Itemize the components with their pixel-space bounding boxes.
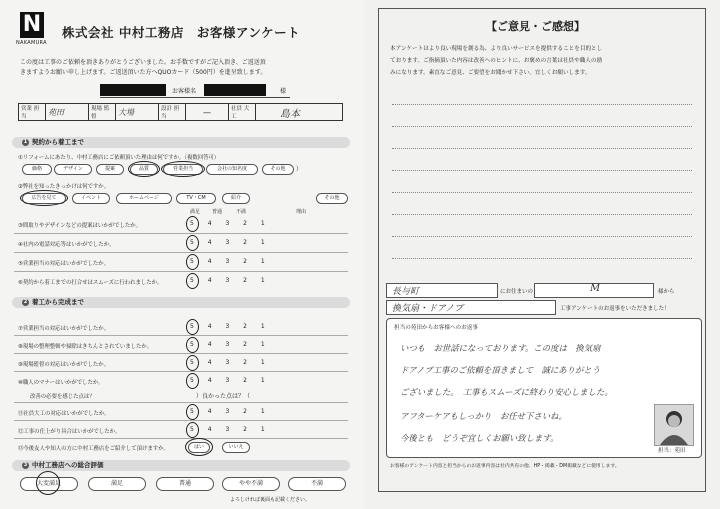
survey-title: 株式会社 中村工務店 お客様アンケート xyxy=(62,25,301,40)
reply-line: 今後とも どうぞ宜しくお願い致します。 xyxy=(400,433,559,443)
handwritten-circle xyxy=(185,438,213,456)
yes-option[interactable]: はい xyxy=(188,442,210,453)
comment-line xyxy=(392,126,692,127)
shain-label: 社員 大工 xyxy=(229,104,256,121)
trigger-option[interactable]: ホームページ xyxy=(116,193,172,204)
scale-header-satisfied: 満足 xyxy=(190,209,201,215)
survey-back-page xyxy=(364,0,720,509)
handwritten-circle xyxy=(186,373,199,389)
question-reason: ①リフォームにあたり、中村工務店にご依頼頂いた理由は何ですか。（複数回答可） xyxy=(18,155,220,161)
comments-intro-3: みになります。素直なご意見、ご要望をお聞かせ下さい。宜しくお願いします。 xyxy=(390,70,591,76)
handwritten-circle xyxy=(186,319,199,335)
question-row: ④社内の電話対応等はいかがでしたか。 xyxy=(18,242,115,248)
rating-scale[interactable]: 5 4 3 2 1 xyxy=(190,277,271,284)
handwritten-circle xyxy=(186,254,199,270)
eval-option[interactable]: 大変満足 xyxy=(20,477,78,491)
section-label: 中村工務店への総合評価 xyxy=(32,461,104,469)
row-divider xyxy=(14,438,348,439)
sekkei-label: 設計 担当 xyxy=(159,104,186,121)
intro-line-2: きますようお願い申し上げます。ご返送頂いた方へQUOカード（500円）を進呈致します。 xyxy=(20,69,267,76)
address-value: 長与町 xyxy=(392,287,420,297)
handwritten-circle xyxy=(128,161,160,177)
intro-line-1: この度は工事のご依頼を頂きありがとうございました。お手数ですがご記入頂き、ご返送頂 xyxy=(20,59,266,66)
scale-header-normal: 普通 xyxy=(212,209,223,215)
comments-intro-1: 本アンケートはより良い現場を創る為、より良いサービスを提供することを目的とし xyxy=(390,46,603,52)
improve-good-points: ）良かった点は？（ xyxy=(196,393,251,400)
section-1-header xyxy=(12,137,350,148)
rating-scale[interactable]: 5 4 3 2 1 xyxy=(190,408,271,415)
reason-option[interactable]: 会社の知名度 xyxy=(206,164,258,175)
reply-line: ドアノブ工事のご依頼を頂きまして 誠にありがとう xyxy=(400,365,601,375)
handwritten-circle xyxy=(161,161,205,177)
person-icon xyxy=(655,405,693,445)
row-divider xyxy=(14,371,348,372)
address-suffix: にお住まいの xyxy=(500,289,534,295)
staff-photo xyxy=(654,404,694,446)
row-divider xyxy=(14,353,348,354)
comment-line xyxy=(392,258,692,259)
eval-option[interactable]: やや不満 xyxy=(222,477,280,491)
scale-header-reason: 理由 xyxy=(296,209,307,215)
question-trigger: ②弊社を知ったきっかけは何ですか。 xyxy=(18,184,110,190)
trigger-option[interactable]: TV・CM xyxy=(176,193,216,204)
trigger-option[interactable]: 広告を見て xyxy=(22,193,66,204)
row-divider xyxy=(14,271,348,272)
comment-line xyxy=(392,192,692,193)
row-divider xyxy=(14,252,348,253)
question-row: ③間取りやデザインなどの提案はいかがでしたか。 xyxy=(18,223,142,229)
name-value: M xyxy=(590,283,601,294)
row-divider xyxy=(14,402,348,403)
reason-option[interactable]: その他 xyxy=(262,164,294,175)
row-divider xyxy=(14,335,348,336)
rating-scale[interactable]: 5 4 3 2 1 xyxy=(190,426,271,433)
customer-name-label: お客様名 xyxy=(172,88,197,95)
rating-scale[interactable]: 5 4 3 2 1 xyxy=(190,377,271,384)
rating-scale[interactable]: 5 4 3 2 1 xyxy=(190,239,271,246)
question-row: ⑨現場監督の対応はいかがでしたか。 xyxy=(18,362,110,368)
row-divider xyxy=(14,233,348,234)
work-value: 換気扇・ドアノブ xyxy=(392,304,464,314)
reply-line: アフターケアもしっかり お任せ下さいね。 xyxy=(400,411,567,421)
scale-header-unsatisfied: 不満 xyxy=(236,209,247,215)
staff-label: 担当：苑田 xyxy=(658,448,686,454)
customer-sama: 様 xyxy=(280,88,287,95)
rating-scale[interactable]: 5 4 3 2 1 xyxy=(190,323,271,330)
section-number: 1 xyxy=(23,138,28,145)
eigyo-value: 苑田 xyxy=(46,104,89,121)
eval-option[interactable]: 満足 xyxy=(88,477,146,491)
comment-line xyxy=(392,214,692,215)
trigger-option[interactable]: その他 xyxy=(316,193,348,204)
redaction-bar xyxy=(100,84,166,96)
question-row: ⑫工事の仕上がり具合はいかがでしたか。 xyxy=(18,429,121,435)
handwritten-circle xyxy=(186,235,199,251)
reason-option[interactable]: 営業担当 xyxy=(163,164,203,175)
question-row: ⑤営業担当の対応はいかがでしたか。 xyxy=(18,261,110,267)
section-number: 3 xyxy=(23,461,28,468)
footer-note: お客様のアンケート内容と担当からのお返事内容は社内共有の他、HP・掲載・DM掲載などに使用します。 xyxy=(390,464,620,469)
footer-note: よろしければ裏面も記載ください。 xyxy=(230,497,311,503)
rating-scale[interactable]: 5 4 3 2 1 xyxy=(190,359,271,366)
handwritten-circle xyxy=(186,404,199,420)
handwritten-circle xyxy=(20,190,68,206)
name-suffix: 様から xyxy=(658,289,675,295)
section-number: 2 xyxy=(23,298,28,305)
logo-text: NAKAMURA xyxy=(16,40,47,46)
question-row: ⑥契約から着工までの打合せはスムーズに行われましたか。 xyxy=(18,280,163,286)
row-divider xyxy=(14,420,348,421)
section-3-header xyxy=(12,460,350,471)
eval-option[interactable]: 不満 xyxy=(288,477,346,491)
genba-label: 現場 監督 xyxy=(89,104,116,121)
reason-option[interactable]: デザイン xyxy=(54,164,92,175)
question-row: ⑬今後友人や知人の方に中村工務店をご紹介して頂けますか。 xyxy=(18,446,169,452)
reply-line: いつも お世話になっております。この度は 換気扇 xyxy=(400,343,601,353)
comment-line xyxy=(392,236,692,237)
no-option[interactable]: いいえ xyxy=(222,442,250,453)
handwritten-circle xyxy=(186,273,199,289)
section-label: 契約から着工まで xyxy=(32,138,84,146)
comment-line xyxy=(392,104,692,105)
comments-intro-2: ております。ご指摘頂いた内容は改善へのヒントに、お褒めの言葉は社員や職人の励 xyxy=(390,58,603,64)
comment-line xyxy=(392,148,692,149)
question-row: ⑧現場の整理整頓や掃除はきちんとされていましたか。 xyxy=(18,344,153,350)
sekkei-value: — xyxy=(186,104,229,121)
trigger-option[interactable]: イベント xyxy=(72,193,110,204)
staff-info-table xyxy=(18,103,343,121)
handwritten-circle xyxy=(186,355,199,371)
handwritten-circle xyxy=(186,337,199,353)
comments-title: 【ご意見・ご感想】 xyxy=(486,20,585,33)
question-row: ⑦営業担当の対応はいかがでしたか。 xyxy=(18,326,110,332)
genba-value: 大場 xyxy=(116,104,159,121)
improve-question: 改善の必要を感じた点は？ xyxy=(30,394,95,400)
rating-scale[interactable]: 5 4 3 2 1 xyxy=(190,220,271,227)
trigger-option[interactable]: 紹介 xyxy=(222,193,250,204)
reason-other-paren: ） xyxy=(296,166,303,173)
company-logo-icon: N xyxy=(20,12,44,38)
reason-option[interactable]: 価格 xyxy=(22,164,52,175)
rating-scale[interactable]: 5 4 3 2 1 xyxy=(190,341,271,348)
question-row: ⑪社員大工の対応はいかがでしたか。 xyxy=(18,411,110,417)
name-underline xyxy=(100,97,290,98)
reason-option[interactable]: 品質 xyxy=(130,164,158,175)
question-row: ⑩職人のマナーはいかがでしたか。 xyxy=(18,380,104,386)
reply-line: ございました。 工事もスムーズに終わり安心しました。 xyxy=(400,387,613,397)
shain-value: 島本 xyxy=(256,104,343,121)
rating-scale[interactable]: 5 4 3 2 1 xyxy=(190,258,271,265)
comment-line xyxy=(392,170,692,171)
reply-label: 担当の苑田からお客様へのお返事 xyxy=(394,325,478,331)
eigyo-label: 営業 担当 xyxy=(19,104,46,121)
work-suffix: 工事アンケートのお返事をいただきました！ xyxy=(560,306,670,312)
handwritten-circle xyxy=(186,422,199,438)
section-2-header xyxy=(12,297,350,308)
handwritten-circle xyxy=(186,216,199,232)
section-label: 着工から完成まで xyxy=(32,298,84,306)
eval-option[interactable]: 普通 xyxy=(156,477,214,491)
redaction-bar xyxy=(204,84,266,96)
reason-option[interactable]: 提案 xyxy=(96,164,124,175)
handwritten-circle xyxy=(36,471,60,495)
